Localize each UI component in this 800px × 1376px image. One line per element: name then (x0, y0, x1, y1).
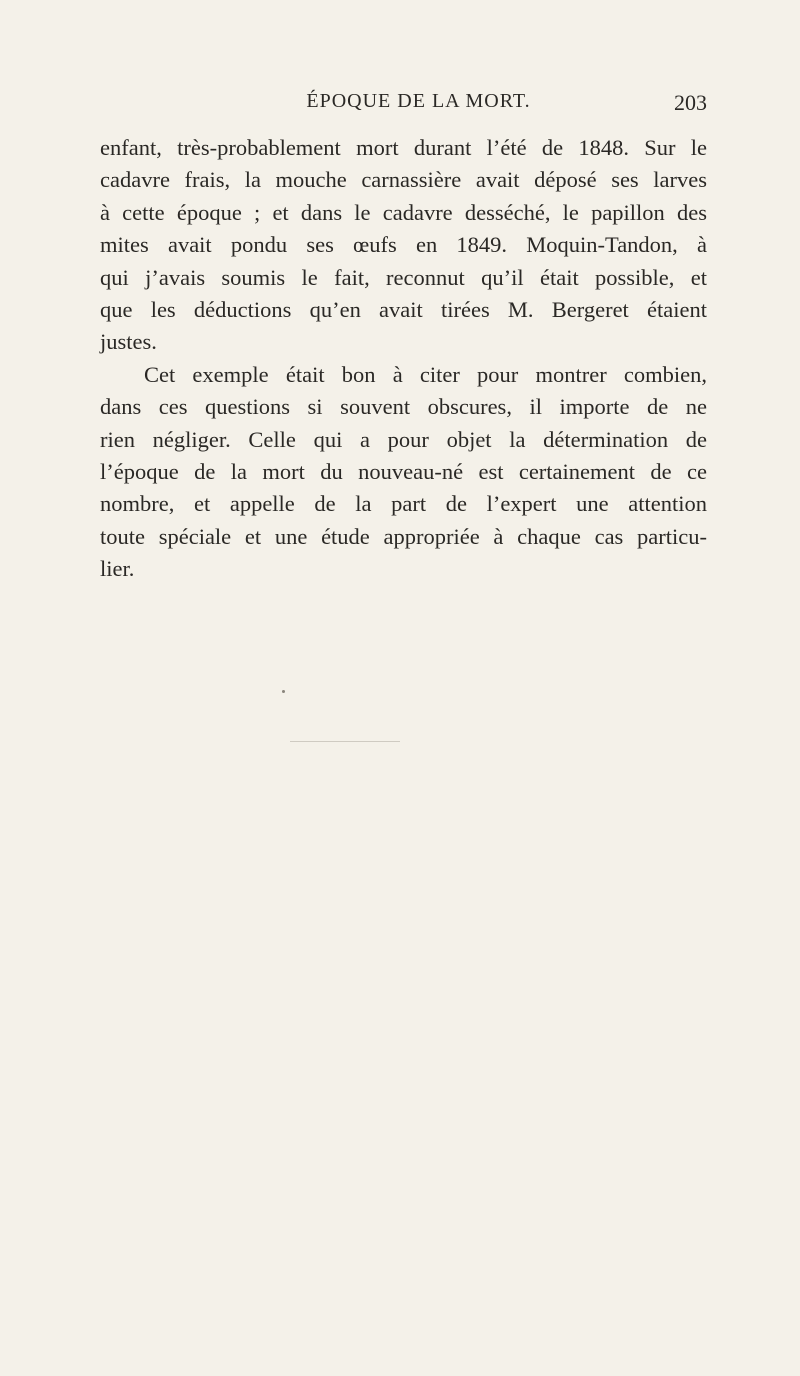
faint-rule (290, 741, 400, 742)
text-line: cadavre frais, la mouche carnassière avait déposé ses larves (100, 167, 707, 193)
text-line: mites avait pondu ses œufs en 1849. Moquin-Tandon, à (100, 232, 707, 258)
text-line: toute spéciale et une étude appropriée à chaque cas particu- (100, 523, 707, 549)
text-line: enfant, très-probablement mort durant l’été de 1848. Sur le (100, 135, 707, 160)
page-number: 203 (674, 90, 707, 115)
text-line: que les déductions qu’en avait tirées M. Bergeret étaient (100, 296, 707, 322)
text-line-paragraph-start: Cet exemple était bon à citer pour montrer combien, (144, 361, 707, 387)
text-line: qui j’avais soumis le fait, reconnut qu’il était possible, et (100, 264, 707, 290)
text-line: nombre, et appelle de la part de l’expert une attention (100, 491, 707, 517)
ink-speck (282, 690, 285, 693)
text-line: à cette époque ; et dans le cadavre desséché, le papillon des (100, 199, 707, 225)
text-line: dans ces questions si souvent obscures, il importe de ne (100, 394, 707, 420)
running-title: ÉPOQUE DE LA MORT. (306, 90, 531, 112)
running-head (100, 90, 707, 124)
text-line: justes. (100, 329, 157, 355)
body-text (100, 132, 707, 585)
text-line: lier. (100, 556, 135, 582)
text-line: rien négliger. Celle qui a pour objet la détermination de (100, 426, 707, 452)
text-line: l’époque de la mort du nouveau-né est certainement de ce (100, 458, 707, 484)
